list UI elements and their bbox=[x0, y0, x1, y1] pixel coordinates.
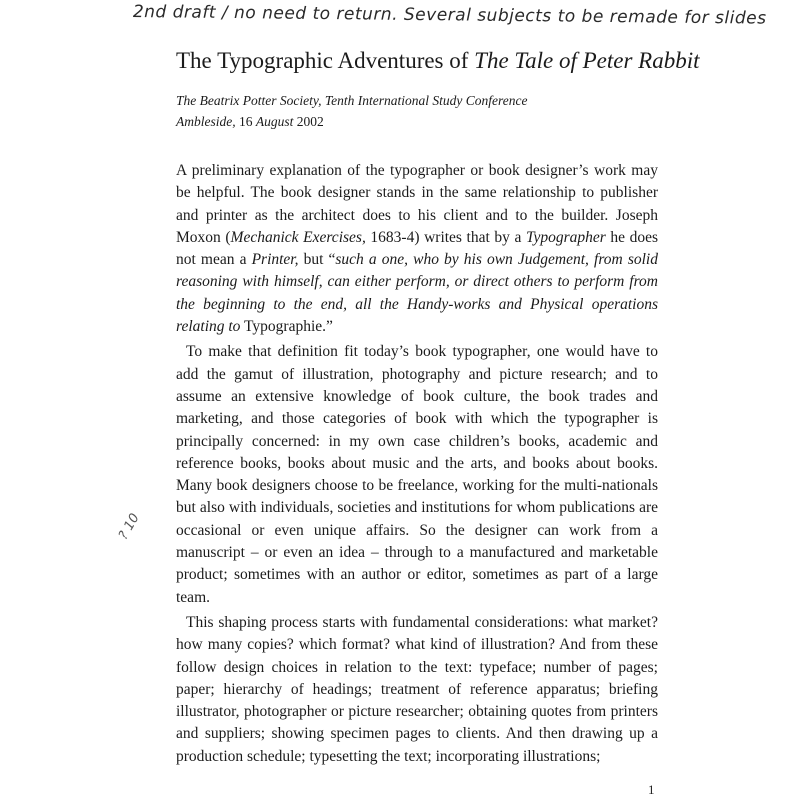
body-text bbox=[176, 160, 658, 771]
conference-subtitle bbox=[176, 90, 736, 132]
page-number: 1 bbox=[648, 782, 655, 797]
subtitle-place: Ambleside, bbox=[176, 114, 239, 129]
subtitle-line-1: The Beatrix Potter Society, Tenth International Study Conference bbox=[176, 93, 528, 108]
paragraph-1 bbox=[176, 160, 658, 338]
margin-annotation: ? 10 bbox=[116, 511, 143, 543]
paragraph-1-italic-c: Printer, bbox=[251, 251, 299, 269]
title-italic: The Tale of Peter Rabbit bbox=[474, 48, 700, 73]
paragraph-1-italic-b: Typographer bbox=[525, 228, 606, 246]
paragraph-1-text-c: he does not mean a bbox=[176, 228, 658, 269]
paragraph-1-text-a: A preliminary explanation of the typographer or book designer’s work may be helpful. The book designer stands in the same relationship to publisher and printer as the architect does to his client and to the builder. Joseph Moxon ( bbox=[176, 162, 658, 246]
paragraph-1-italic-a: Mechanick Exercises, bbox=[230, 228, 366, 246]
handwritten-note: 2nd draft / no need to return. Several subjects to be remade for slides bbox=[132, 2, 767, 29]
paragraph-1-quote: such a one, who by his own Judgement, from solid reasoning with himself, can either perform, or direct others to perform from the beginning to the end, all the Handy-works and Physical operations relating to bbox=[176, 251, 658, 336]
paragraph-1-text-e: Typographie.” bbox=[240, 318, 333, 336]
subtitle-line-2 bbox=[176, 111, 736, 132]
paragraph-1-text-d: but “ bbox=[298, 251, 336, 269]
paragraph-1-text-b: 1683-4) writes that by a bbox=[365, 228, 526, 246]
paragraph-3: This shaping process starts with fundamental considerations: what market? how many copies? which format? what kind of illustration? And from these follow design choices in relation to the text: typeface; number of pages; paper; hierarchy of headings; treatment of reference apparatus; briefing illustrator, photographer or picture researcher; obtaining quotes from printers and suppliers; showing specimen pages to clients. And then drawing up a production schedule; typesetting the text; incorporating illustrations; bbox=[176, 613, 658, 765]
paragraph-2: To make that definition fit today’s book typographer, one would have to add the gamut of illustration, photography and picture research; and to assume an extensive knowledge of book culture, the book trades and marketing, and those categories of book with which the typographer is principally concerned: in my own case children’s books, academic and reference books, books about music and the arts, and books about books. Many book designers choose to be freelance, working for the multi-nationals but also with individuals, societies and institutions for whom publications are occasional or even unique affairs. So the designer can work from a manuscript – or even an idea – through to a manufactured and marketable product; sometimes with an author or editor, sometimes as part of a large team. bbox=[176, 343, 658, 606]
subtitle-month: August bbox=[255, 114, 297, 129]
document-title bbox=[176, 48, 776, 74]
subtitle-year: 2002 bbox=[296, 114, 324, 129]
subtitle-day: 16 bbox=[239, 114, 256, 129]
title-prefix: The Typographic Adventures of bbox=[176, 48, 475, 73]
